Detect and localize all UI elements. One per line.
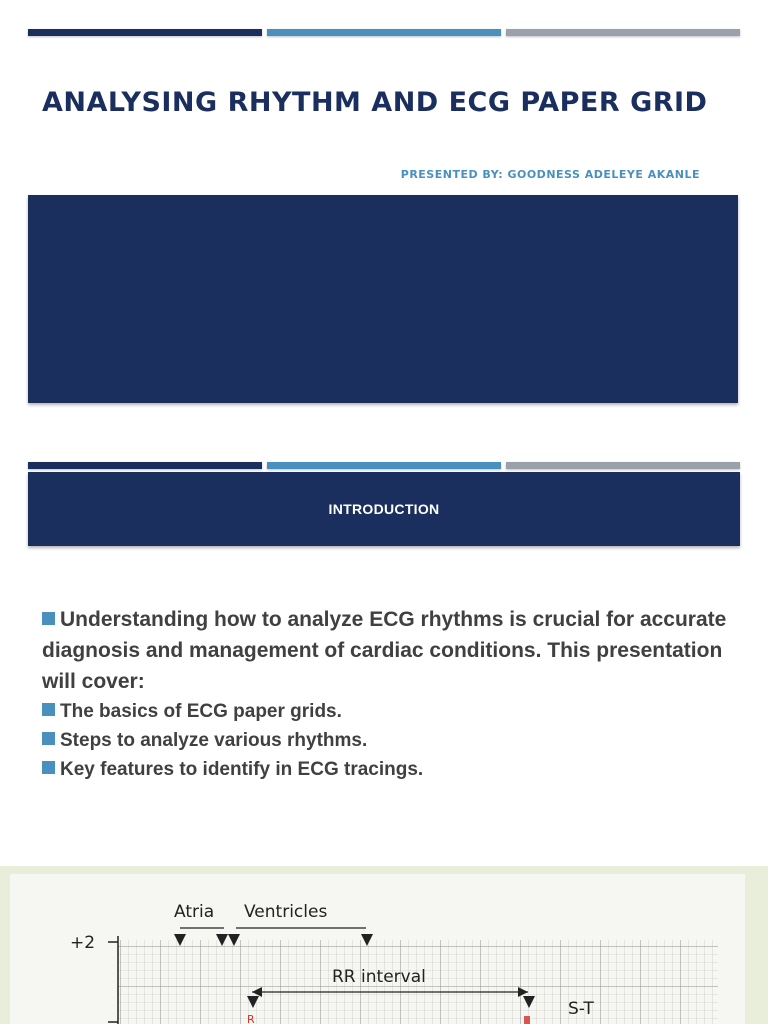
- slide-body: [42, 604, 732, 784]
- list-item: [42, 697, 732, 726]
- accent-bar-dark: [28, 29, 262, 36]
- accent-bar-blue: [267, 29, 501, 36]
- ecg-diagram: [0, 866, 768, 1024]
- label-r-wave: R: [247, 1013, 255, 1024]
- list-item-text: Key features to identify in ECG tracings.: [60, 759, 424, 780]
- r-wave-marker: [524, 1016, 530, 1024]
- hero-block: [28, 195, 738, 403]
- list-item: [42, 755, 732, 784]
- accent-bar-blue: [267, 462, 501, 469]
- y-label-plus-two: +2: [70, 933, 96, 953]
- accent-bar-gray: [506, 462, 740, 469]
- intro-text: Understanding how to analyze ECG rhythms is crucial for accurate diagnosis and management of cardiac conditions. This presentation will cover:: [42, 608, 727, 693]
- bullet-square-icon: [42, 761, 55, 774]
- label-atria: Atria: [174, 902, 215, 922]
- section-title: INTRODUCTION: [328, 501, 440, 517]
- list-item-text: Steps to analyze various rhythms.: [60, 730, 368, 751]
- label-st-segment: S-T: [568, 999, 594, 1019]
- label-ventricles: Ventricles: [244, 902, 328, 922]
- list-item: [42, 726, 732, 755]
- bullet-square-icon: [42, 732, 55, 745]
- slide-title: ANALYSING RHYTHM AND ECG PAPER GRID: [42, 87, 708, 118]
- presenter-subtitle: PRESENTED BY: GOODNESS ADELEYE AKANLE: [400, 168, 700, 181]
- ecg-figure: [0, 866, 768, 1024]
- label-rr-interval: RR interval: [332, 967, 426, 987]
- intro-paragraph: [42, 604, 732, 697]
- section-accent-bars: [28, 462, 740, 469]
- section-header-block: [28, 472, 740, 546]
- top-accent-bars: [28, 29, 740, 36]
- list-item-text: The basics of ECG paper grids.: [60, 701, 342, 722]
- bullet-square-icon: [42, 612, 55, 625]
- accent-bar-dark: [28, 462, 262, 469]
- bullet-list: [42, 697, 732, 784]
- bullet-square-icon: [42, 703, 55, 716]
- accent-bar-gray: [506, 29, 740, 36]
